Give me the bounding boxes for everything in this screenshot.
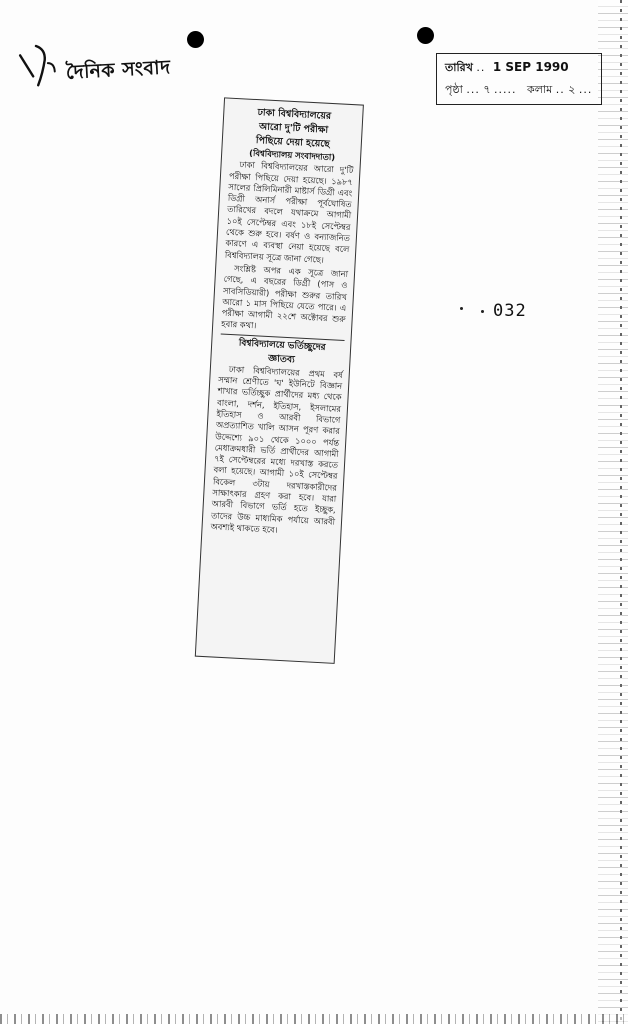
stamp-page-label: পৃষ্ঠা: [445, 83, 463, 96]
page-number: 032: [493, 301, 527, 321]
article-byline: (বিশ্ববিদ্যালয় সংবাদদাতা): [248, 147, 336, 163]
stamp-page-row: পৃষ্ঠা ... ৭ .....: [445, 83, 517, 96]
stamp-column-value: ২: [568, 83, 576, 96]
subheadline-line-1: বিশ্ববিদ্যালয়ে ভর্তিচ্ছুদের: [220, 333, 345, 355]
scan-edge-right: [598, 0, 628, 1024]
article-paragraph-3: ঢাকা বিশ্ববিদ্যালয়ের প্রথম বর্ষ সম্মান শ্রেণীতে 'ঘ' ইউনিটে বিজ্ঞান শাখার ভর্তিচ্ছুক প্রার্থীদের মধ্য থেকে বাংলা, দর্শন, ইতিহাস, ইসলামের ইতিহাস ও আরবী বিভাগে অপ্রত্যাশিত খালি আসন পূরণ করার উদ্দেশ্যে ৯০১ থেকে ১০০০ পর্যন্ত মেধাক্রমধারী ভর্তি প্রার্থীদের আগামী ৭ই সেপ্টেম্বরের মধ্যে দরখাস্ত করতে বলা হয়েছে। আগামী ১০ই সেপ্টেম্বর বিকেল ৩টায় দরখাস্তকারীদের সাক্ষাৎকার গ্রহণ করা হবে। যারা আরবী বিভাগে ভর্তি হতে ইচ্ছুক, তাদের উচ্চ মাধ্যমিক পর্যায়ে আরবী অবশ্যই থাকতে হবে।: [210, 363, 344, 535]
scan-speck: [460, 307, 463, 310]
headline-line-2: আরো দু'টি পরীক্ষা: [258, 121, 329, 136]
stamp-date-label: তারিখ: [445, 61, 473, 74]
headline-line-1: ঢাকা বিশ্ববিদ্যালয়ের: [257, 107, 332, 122]
stamp-date-value: 1 SEP 1990: [492, 60, 569, 74]
subheadline-line-2: জ্ঞাতব্য: [267, 352, 296, 366]
stamp-column-label: কলাম: [527, 83, 553, 96]
headline-line-3: পিছিয়ে দেয়া হয়েছে: [255, 135, 330, 150]
article-paragraph-1: ঢাকা বিশ্ববিদ্যালয়ের আরো দু'টি পরীক্ষা পিছিয়ে দেয়া হয়েছে। ১৯৮৭ সালের প্রিলিমিনারী মাষ্টার্স ডিগ্রী এবং ডিগ্রী অনার্স পরীক্ষা পূর্বঘোষিত তারিখের বদলে যথাক্রমে আগামী ১০ই সেপ্টেম্বর এবং ১৮ই সেপ্টেম্বর থেকে শুরু হবে। বর্ষণ ও বন্যাজনিত কারণে এ ব্যবস্থা নেয়া হয়েছে বলে বিশ্ববিদ্যালয় সূত্রে জানা গেছে।: [224, 159, 354, 265]
punch-hole-left: [187, 31, 204, 48]
scan-edge-bottom: [0, 1014, 628, 1024]
date-stamp: [436, 53, 602, 105]
scan-speck: [481, 310, 484, 313]
article-paragraph-2: সংশ্লিষ্ট অপর এক সূত্রে জানা গেছে, এ বছরের ডিগ্রী (পাস ও সাবসিডিয়ারী) পরীক্ষা শুরুর তারিখ আরো ১ মাস পিছিয়ে যেতে পারে। এ পরীক্ষা আগামী ২২শে অক্টোবর শুরু হবার কথা।: [220, 263, 349, 331]
handwritten-file-mark: [14, 39, 63, 91]
stamp-page-value: ৭: [483, 83, 491, 96]
stamp-date-row: তারিখ .. 1 SEP 1990: [445, 60, 569, 74]
stamp-column-row: কলাম .. ২ ...: [527, 83, 593, 96]
newspaper-source-name: দৈনিক সংবাদ: [65, 56, 172, 84]
punch-hole-right: [417, 27, 434, 44]
newspaper-clipping: [195, 97, 364, 664]
